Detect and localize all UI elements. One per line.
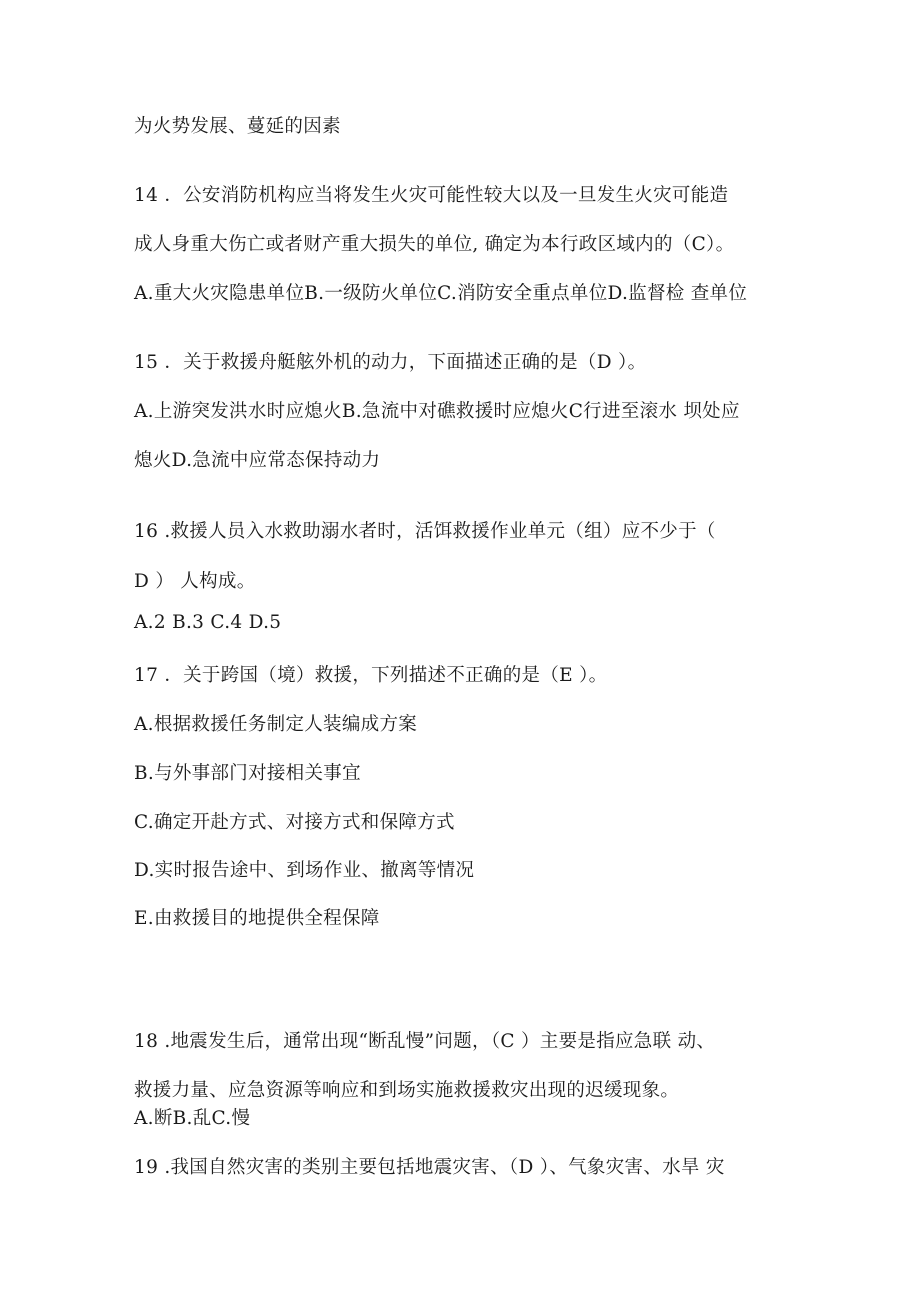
- question-14-stem-line1: 14 ．公安消防机构应当将发生火灾可能性较大以及一旦发生火灾可能造: [134, 185, 729, 206]
- question-17-option-d: D.实时报告途中、到场作业、撤离等情况: [134, 860, 475, 881]
- question-17-option-c: C.确定开赴方式、对接方式和保障方式: [134, 812, 455, 833]
- question-17-option-b: B.与外事部门对接相关事宜: [134, 763, 361, 784]
- text-line-fire-factors: 为火势发展、蔓延的因素: [134, 116, 341, 137]
- question-17-option-a: A.根据救援任务制定人装编成方案: [134, 714, 418, 735]
- question-15-options-line2: 熄火D.急流中应常态保持动力: [134, 450, 381, 471]
- question-18-stem-line2: 救援力量、应急资源等响应和到场实施救援救灾出现的迟缓现象。: [134, 1080, 680, 1101]
- question-14-stem-line2: 成人身重大伤亡或者财产重大损失的单位, 确定为本行政区域内的（C）。: [134, 234, 735, 255]
- question-16-stem-line2: D ） 人构成。: [134, 571, 256, 592]
- question-16-options: A.2 B.3 C.4 D.5: [134, 612, 282, 633]
- question-18-options: A.断B.乱C.慢: [134, 1108, 251, 1129]
- question-19-stem-line1: 19 .我国自然灾害的类别主要包括地震灾害、（D ）、气象灾害、水旱 灾: [134, 1157, 725, 1178]
- question-18-stem-line1: 18 .地震发生后，通常出现“断乱慢”问题，（C ）主要是指应急联 动、: [134, 1031, 716, 1052]
- question-16-stem-line1: 16 .救援人员入水救助溺水者时，活饵救援作业单元（组）应不少于（: [134, 521, 716, 542]
- question-17-option-e: E.由救援目的地提供全程保障: [134, 908, 380, 929]
- question-14-options: A.重大火灾隐患单位B.一级防火单位C.消防安全重点单位D.监督检 查单位: [134, 283, 748, 304]
- question-15-options-line1: A.上游突发洪水时应熄火B.急流中对礁救援时应熄火C行进至滚水 坝处应: [134, 401, 740, 422]
- question-15-stem: 15 ．关于救援舟艇舷外机的动力，下面描述正确的是（D ）。: [134, 352, 647, 373]
- question-17-stem: 17 ．关于跨国（境）救援，下列描述不正确的是（E ）。: [134, 665, 608, 686]
